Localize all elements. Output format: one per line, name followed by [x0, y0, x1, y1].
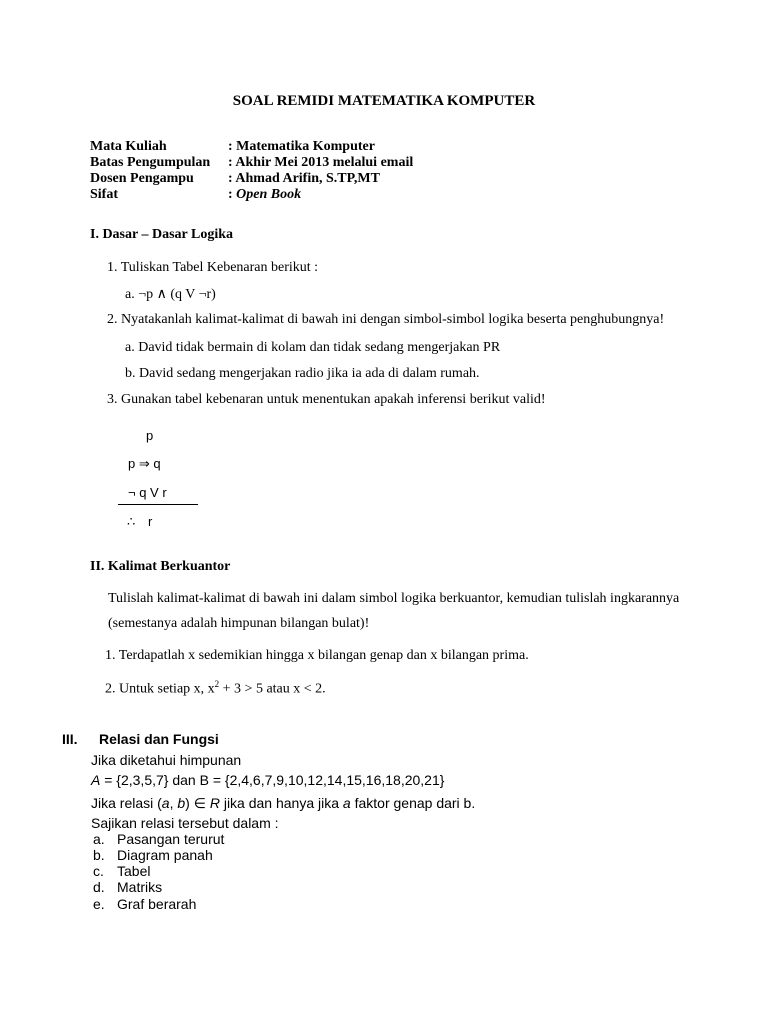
s1-question-2a: a. David tidak bermain di kolam dan tidak sedang mengerjakan PR — [125, 340, 501, 355]
argument-divider — [118, 504, 198, 505]
s3-rel-pre: Jika relasi ( — [91, 795, 162, 811]
info-value-nature — [228, 187, 301, 203]
s1-question-2: 2. Nyatakanlah kalimat-kalimat di bawah ini dengan simbol-simbol logika beserta penghubungnya! — [107, 312, 665, 327]
info-label-course: Mata Kuliah — [90, 139, 167, 154]
s3-line-4: Sajikan relasi tersebut dalam : — [91, 815, 279, 831]
info-value-lecturer: : Ahmad Arifin, S.TP,MT — [228, 171, 380, 186]
s2-q2-superscript: 2 — [214, 679, 220, 689]
info-label-deadline: Batas Pengumpulan — [90, 155, 211, 170]
s3-set-definition — [91, 772, 444, 788]
argument-conclusion: r — [148, 514, 153, 529]
s3-item-letter-a: a. — [93, 831, 105, 847]
s1-question-1a: a. ¬p ∧ (q V ¬r) — [125, 287, 216, 302]
argument-premise-1: p — [146, 428, 154, 443]
section2-heading: II. Kalimat Berkuantor — [90, 559, 231, 574]
s3-rel-a: a — [161, 795, 170, 811]
info-value-course: : Matematika Komputer — [228, 139, 375, 154]
s3-relation-definition — [91, 795, 475, 812]
argument-premise-3: ¬ q V r — [128, 485, 167, 500]
s3-line-1: Jika diketahui himpunan — [91, 752, 242, 768]
s2-q2-text-start: 2. Untuk setiap x, x — [105, 681, 215, 697]
s2-intro-line-2: (semestanya adalah himpunan bilangan bulat)! — [108, 616, 370, 631]
section1-heading: I. Dasar – Dasar Logika — [90, 227, 234, 242]
s2-q2-text-end: + 3 > 5 atau x < 2. — [219, 681, 326, 697]
s3-rel-a2: a — [342, 795, 351, 811]
s3-rel-end: faktor genap dari b. — [350, 795, 476, 811]
s3-item-c: Tabel — [117, 863, 151, 879]
s3-item-b: Diagram panah — [117, 847, 213, 863]
s3-item-letter-b: b. — [93, 847, 105, 863]
s1-question-3: 3. Gunakan tabel kebenaran untuk menentukan apakah inferensi berikut valid! — [107, 392, 546, 407]
s3-item-letter-e: e. — [93, 896, 105, 912]
s3-rel-r: R — [209, 795, 220, 811]
s3-set-a-var: A — [91, 772, 101, 788]
s1-question-1: 1. Tuliskan Tabel Kebenaran berikut : — [107, 260, 319, 275]
s3-rel-mid: ) ∈ — [185, 795, 210, 811]
s3-item-a: Pasangan terurut — [117, 831, 225, 847]
s3-item-letter-c: c. — [93, 863, 104, 879]
s3-rel-comma: , — [169, 795, 178, 811]
argument-premise-2: p ⇒ q — [128, 456, 161, 471]
s3-set-text: = {2,3,5,7} dan B = {2,4,6,7,9,10,12,14,15,16,18,20,21} — [100, 772, 445, 788]
s2-question-2 — [105, 679, 326, 698]
s2-question-1: 1. Terdapatlah x sedemikian hingga x bilangan genap dan x bilangan prima. — [105, 648, 529, 663]
page-title: SOAL REMIDI MATEMATIKA KOMPUTER — [232, 93, 536, 109]
info-label-lecturer: Dosen Pengampu — [90, 171, 194, 186]
s3-item-d: Matriks — [117, 879, 163, 895]
s3-rel-mid2: jika dan hanya jika — [219, 795, 343, 811]
s3-item-e: Graf berarah — [117, 896, 197, 912]
info-label-nature: Sifat — [90, 187, 118, 202]
s2-intro-line-1: Tulislah kalimat-kalimat di bawah ini dalam simbol logika berkuantor, kemudian tulislah ingkarannya — [108, 591, 680, 606]
therefore-icon: ∴ — [127, 514, 136, 529]
section3-number: III. — [62, 731, 78, 747]
info-value-openbook: Open Book — [236, 187, 302, 202]
info-value-prefix: : — [228, 187, 237, 202]
info-value-deadline: : Akhir Mei 2013 melalui email — [228, 155, 414, 170]
section3-heading: Relasi dan Fungsi — [99, 731, 219, 747]
s3-item-letter-d: d. — [93, 879, 105, 895]
s1-question-2b: b. David sedang mengerjakan radio jika ia ada di dalam rumah. — [125, 366, 480, 381]
s3-rel-b: b — [177, 795, 186, 811]
